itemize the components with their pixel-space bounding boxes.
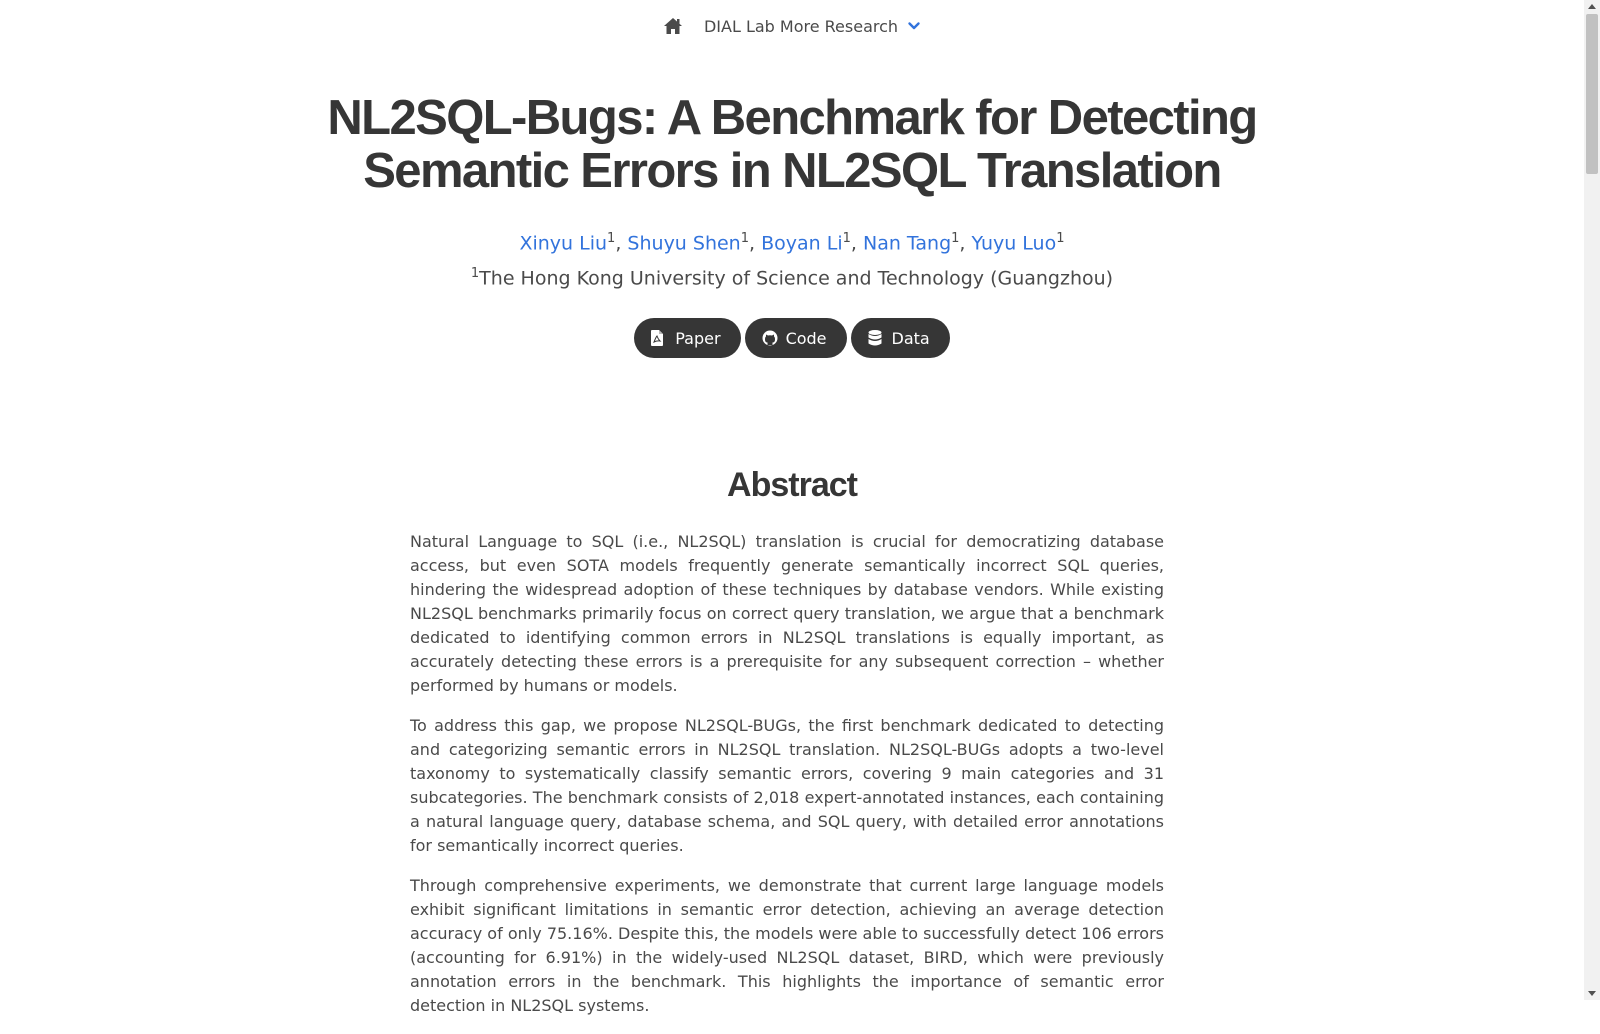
chevron-down-icon xyxy=(908,19,922,33)
author-sup: 1 xyxy=(1056,231,1065,246)
author-link[interactable]: Nan Tang xyxy=(862,232,952,255)
github-icon xyxy=(762,330,776,346)
author-sup: 1 xyxy=(607,231,616,246)
navbar xyxy=(0,0,1584,52)
home-icon[interactable] xyxy=(662,15,684,37)
author-link[interactable]: Boyan Li xyxy=(761,232,843,255)
author-sup: 1 xyxy=(842,231,851,246)
author-separator: , xyxy=(615,232,628,255)
page-title xyxy=(0,92,1584,198)
abstract-paragraph: To address this gap, we propose NL2SQL-BUGs, the first benchmark dedicated to detecting and categorizing semantic errors in NL2SQL translation. NL2SQL-BUGs adopts a two-level taxonomy to systematically classify semantic errors, covering 9 main categories and 31 subcategories. The benchmark consists of 2,018 expert-annotated instances, each containing a natural language query, database schema, and SQL query, with detailed error annotations for semantically incorrect queries. xyxy=(410,716,1164,855)
abstract-body xyxy=(410,530,1164,1034)
file-pdf-icon xyxy=(651,330,665,346)
paper-label: Paper xyxy=(675,328,721,348)
affiliation xyxy=(0,266,1584,289)
abstract-paragraph: Natural Language to SQL (i.e., NL2SQL) translation is crucial for democratizing database access, but even SOTA models frequently generate semantically incorrect SQL queries, hindering the widespread adoption of these techniques by database vendors. While existing NL2SQL benchmarks primarily focus on correct query translation, we argue that a benchmark dedicated to identifying common errors in NL2SQL translations is equally important, as accurately detecting these errors is a prerequisite for any subsequent correction – whether performed by humans or models. xyxy=(410,532,1164,695)
vertical-scrollbar[interactable] xyxy=(1584,0,1600,1000)
author-sup: 1 xyxy=(740,231,750,246)
abstract-heading: Abstract xyxy=(727,466,857,504)
more-research-label: DIAL Lab More Research xyxy=(703,16,899,36)
title-line-2: Semantic Errors in NL2SQL Translation xyxy=(363,144,1221,198)
paper-button[interactable] xyxy=(634,318,740,358)
scrollbar-thumb[interactable] xyxy=(1586,14,1598,174)
author-sup: 1 xyxy=(951,231,960,246)
scroll-down-arrow-icon[interactable] xyxy=(1588,991,1596,996)
author-link[interactable]: Xinyu Liu xyxy=(519,232,608,255)
code-label: Code xyxy=(785,328,827,348)
title-line-1: NL2SQL-Bugs: A Benchmark for Detecting xyxy=(327,91,1257,145)
affiliation-text: The Hong Kong University of Science and Technology (Guangzhou) xyxy=(479,267,1114,290)
author-list xyxy=(0,231,1584,254)
publication-links xyxy=(0,318,1584,358)
author-separator: , xyxy=(959,232,972,255)
author-link[interactable]: Yuyu Luo xyxy=(971,232,1057,255)
author-link[interactable]: Shuyu Shen xyxy=(627,232,741,255)
affiliation-sup: 1 xyxy=(470,266,480,281)
abstract-paragraph: Through comprehensive experiments, we demonstrate that current large language models exhibit significant limitations in semantic error detection, achieving an average detection accuracy of only 75.16%. Despite this, the models were able to successfully detect 106 errors (accounting for 6.91%) in the widely-used NL2SQL dataset, BIRD, which were previously annotation errors in the benchmark. This highlights the importance of semantic error detection in NL2SQL systems. xyxy=(410,876,1164,1015)
data-button[interactable] xyxy=(851,318,950,358)
code-button[interactable] xyxy=(745,318,847,358)
more-research-dropdown[interactable] xyxy=(704,17,922,36)
author-separator: , xyxy=(749,232,762,255)
scroll-up-arrow-icon[interactable] xyxy=(1588,4,1596,9)
database-icon xyxy=(868,330,882,346)
author-separator: , xyxy=(850,232,863,255)
data-label: Data xyxy=(891,328,930,348)
